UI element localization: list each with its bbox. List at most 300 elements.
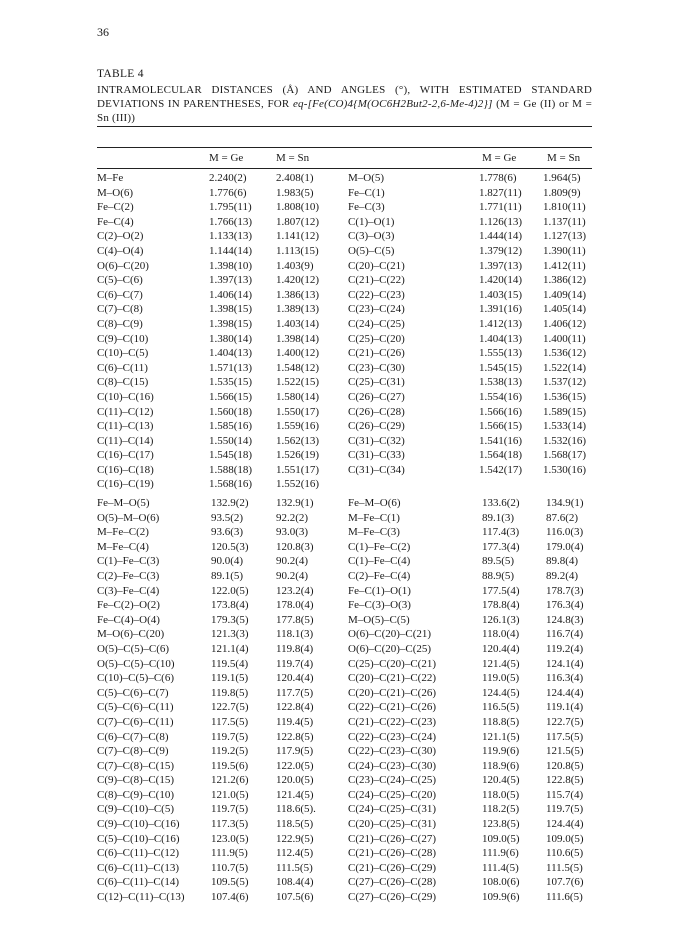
bond-label: C(23)–C(24)–C(25) — [348, 774, 436, 787]
table-row — [348, 186, 592, 201]
bond-label: C(2)–Fe–C(4) — [348, 569, 411, 582]
bond-label: C(9)–C(10)–C(5) — [97, 803, 174, 816]
bond-label: C(9)–C(8)–C(15) — [97, 774, 174, 787]
table-row — [348, 434, 592, 449]
table-row — [348, 405, 592, 420]
ge-value: 1.126(13) — [479, 215, 523, 228]
sn-value: 1.562(13) — [276, 434, 320, 447]
bond-label: C(23)–C(24) — [348, 303, 405, 316]
sn-value: 87.6(2) — [546, 511, 579, 524]
sn-value: 119.4(5) — [276, 715, 314, 728]
sn-value: 178.0(4) — [276, 599, 314, 612]
sn-value: 119.2(4) — [546, 642, 584, 655]
ge-value: 109.9(6) — [482, 891, 520, 904]
bond-label: C(25)–C(20) — [348, 332, 405, 345]
bond-label: C(8)–C(9)–C(10) — [97, 788, 174, 801]
bond-label: C(21)–C(26) — [348, 347, 405, 360]
ge-value: 126.1(3) — [482, 613, 520, 626]
ge-value: 111.9(6) — [482, 847, 519, 860]
bond-label: C(6)–C(11) — [97, 361, 148, 374]
ge-value: 133.6(2) — [482, 497, 520, 509]
bond-label: C(20)–C(25)–C(31) — [348, 818, 436, 831]
sn-value: 118.5(5) — [276, 818, 314, 831]
table-row — [348, 598, 592, 613]
bond-label: Fe–C(2) — [97, 201, 134, 214]
ge-value: 118.0(5) — [482, 788, 520, 801]
table-row — [97, 715, 347, 730]
sn-value: 1.113(15) — [276, 244, 319, 257]
bond-label: C(6)–C(11)–C(14) — [97, 876, 180, 889]
ge-value: 120.5(3) — [211, 540, 249, 553]
ge-value: 1.776(6) — [209, 186, 247, 199]
table-row — [348, 496, 592, 511]
sn-value: 1.808(10) — [276, 201, 320, 214]
sn-value: 1.532(16) — [543, 434, 587, 447]
bond-label: C(7)–C(8) — [97, 303, 143, 316]
ge-value: 1.566(16) — [479, 405, 523, 418]
header-bottom-rule — [97, 168, 592, 169]
bond-label: C(21)–C(26)–C(27) — [348, 832, 436, 845]
sn-value: 119.8(4) — [276, 642, 314, 655]
table-row — [348, 802, 592, 817]
ge-value: 1.585(16) — [209, 420, 253, 433]
sn-value: 117.9(5) — [276, 745, 314, 758]
table-row — [348, 686, 592, 701]
table-row — [97, 817, 347, 832]
sn-value: 119.1(4) — [546, 701, 584, 714]
ge-value: 1.535(15) — [209, 376, 253, 389]
bond-label: C(1)–Fe–C(2) — [348, 540, 411, 553]
sn-value: 118.6(5). — [276, 803, 316, 816]
bond-label: C(4)–O(4) — [97, 244, 144, 257]
bond-label: C(25)–C(31) — [348, 376, 405, 389]
sn-value: 1.551(17) — [276, 463, 320, 476]
header-right-ge: M = Ge — [482, 152, 517, 164]
sn-value: 1.536(12) — [543, 347, 587, 360]
table-row — [348, 273, 592, 288]
table-row — [97, 554, 347, 569]
bond-label: C(16)–C(17) — [97, 449, 154, 462]
bond-label: M–O(6) — [97, 186, 134, 199]
bond-label: C(5)–C(6)–C(11) — [97, 701, 174, 714]
bond-label: C(16)–C(18) — [97, 463, 154, 476]
ge-value: 1.542(17) — [479, 463, 523, 476]
table-row — [348, 200, 592, 215]
caption-formula: eq-[Fe(CO)4{M(OC6H2But2-2,6-Me-4)2}] — [292, 98, 493, 110]
ge-value: 177.5(4) — [482, 584, 520, 597]
sn-value: 111.6(5) — [546, 891, 583, 904]
sn-value: 1.559(16) — [276, 420, 320, 433]
bond-label: C(5)–C(10)–C(16) — [97, 832, 180, 845]
table-row — [97, 229, 347, 244]
sn-value: 1.420(12) — [276, 274, 320, 287]
sn-value: 120.8(5) — [546, 759, 584, 772]
sn-value: 1.807(12) — [276, 215, 320, 228]
ge-value: 121.0(5) — [211, 788, 249, 801]
sn-value: 1.552(16) — [276, 478, 320, 491]
ge-value: 108.0(6) — [482, 876, 520, 889]
table-row — [97, 861, 347, 876]
ge-value: 119.9(6) — [482, 745, 520, 758]
ge-value: 122.0(5) — [211, 584, 249, 597]
sn-value: 1.536(15) — [543, 390, 587, 403]
table-row — [97, 448, 347, 463]
ge-value: 177.3(4) — [482, 540, 520, 553]
table-row — [348, 788, 592, 803]
ge-value: 1.144(14) — [209, 244, 253, 257]
sn-value: 1.403(14) — [276, 317, 320, 330]
bond-label: C(5)–C(6)–C(7) — [97, 686, 169, 699]
ge-value: 109.0(5) — [482, 832, 520, 845]
sn-value: 111.5(5) — [546, 861, 583, 874]
bond-label: M–O(5)–C(5) — [348, 613, 410, 626]
ge-value: 118.0(4) — [482, 628, 520, 641]
bond-label: O(5)–C(5) — [348, 244, 395, 257]
sn-value: 122.8(4) — [276, 701, 314, 714]
table-row — [97, 390, 347, 405]
ge-value: 1.566(15) — [479, 420, 523, 433]
ge-value: 110.7(5) — [211, 861, 249, 874]
table-row — [348, 700, 592, 715]
sn-value: 176.3(4) — [546, 599, 584, 612]
table-row — [348, 657, 592, 672]
ge-value: 89.1(3) — [482, 511, 515, 524]
ge-value: 118.2(5) — [482, 803, 520, 816]
table-row — [97, 361, 347, 376]
ge-value: 1.391(16) — [479, 303, 523, 316]
bond-label: Fe–C(3)–O(3) — [348, 599, 411, 612]
ge-value: 1.545(15) — [479, 361, 523, 374]
table-row — [348, 715, 592, 730]
ge-value: 119.5(4) — [211, 657, 249, 670]
sn-value: 122.8(5) — [546, 774, 584, 787]
bond-label: O(5)–C(5)–C(6) — [97, 642, 170, 655]
bond-label: C(11)–C(13) — [97, 420, 154, 433]
ge-value: 173.8(4) — [211, 599, 249, 612]
ge-value: 1.406(14) — [209, 288, 253, 301]
ge-value: 1.420(14) — [479, 274, 523, 287]
bond-label: C(24)–C(25) — [348, 317, 405, 330]
bond-label: C(10)–C(16) — [97, 390, 154, 403]
bond-label: C(3)–Fe–C(4) — [97, 584, 160, 597]
table-row — [348, 244, 592, 259]
bond-label: C(16)–C(19) — [97, 478, 154, 491]
table-row — [348, 540, 592, 555]
ge-value: 107.4(6) — [211, 891, 249, 904]
ge-value: 1.444(14) — [479, 230, 523, 243]
ge-value: 1.550(14) — [209, 434, 253, 447]
table-row — [97, 317, 347, 332]
ge-value: 1.564(18) — [479, 449, 523, 462]
ge-value: 120.4(5) — [482, 774, 520, 787]
bond-label: C(8)–C(15) — [97, 376, 149, 389]
table-row — [348, 890, 592, 905]
sn-value: 110.6(5) — [546, 847, 584, 860]
sn-value: 1.809(9) — [543, 186, 581, 199]
sn-value: 121.5(5) — [546, 745, 584, 758]
sn-value: 1.389(13) — [276, 303, 320, 316]
table-row — [348, 773, 592, 788]
sn-value: 1.537(12) — [543, 376, 587, 389]
bond-label: C(7)–C(8)–C(15) — [97, 759, 174, 772]
table-row — [348, 627, 592, 642]
sn-value: 111.5(5) — [276, 861, 313, 874]
ge-value: 93.5(2) — [211, 511, 244, 524]
bond-label: C(26)–C(28) — [348, 405, 405, 418]
table-row — [97, 569, 347, 584]
sn-value: 1.412(11) — [543, 259, 586, 272]
sn-value: 1.406(12) — [543, 317, 587, 330]
sn-value: 1.983(5) — [276, 186, 314, 199]
sn-value: 107.7(6) — [546, 876, 584, 889]
sn-value: 116.0(3) — [546, 526, 584, 539]
table-row — [348, 229, 592, 244]
ge-value: 117.3(5) — [211, 818, 249, 831]
ge-value: 1.541(16) — [479, 434, 523, 447]
sn-value: 117.5(5) — [546, 730, 584, 743]
ge-value: 109.5(5) — [211, 876, 249, 889]
bond-label: M–O(5) — [348, 172, 385, 184]
bond-label: C(1)–Fe–C(4) — [348, 555, 411, 568]
bond-label: Fe–C(4) — [97, 215, 134, 228]
sn-value: 1.386(12) — [543, 274, 587, 287]
bond-label: O(5)–C(5)–C(10) — [97, 657, 175, 670]
bond-label: Fe–C(1)–O(1) — [348, 584, 411, 597]
table-row — [97, 434, 347, 449]
table-row — [97, 613, 347, 628]
bond-label: O(6)–C(20) — [97, 259, 149, 272]
table-row — [97, 540, 347, 555]
table-row — [97, 759, 347, 774]
ge-value: 116.5(5) — [482, 701, 520, 714]
sn-value: 1.964(5) — [543, 172, 581, 184]
sn-value: 117.7(5) — [276, 686, 314, 699]
table-row — [97, 215, 347, 230]
ge-value: 179.3(5) — [211, 613, 249, 626]
table-row — [97, 302, 347, 317]
sn-value: 1.398(14) — [276, 332, 320, 345]
bond-label: C(31)–C(34) — [348, 463, 405, 476]
table-row — [97, 511, 347, 526]
sn-value: 1.400(12) — [276, 347, 320, 360]
bond-label: C(7)–C(6)–C(11) — [97, 715, 174, 728]
ge-value: 122.7(5) — [211, 701, 249, 714]
sn-value: 122.8(5) — [276, 730, 314, 743]
sn-value: 1.127(13) — [543, 230, 587, 243]
sn-value: 1.137(11) — [543, 215, 586, 228]
sn-value: 122.7(5) — [546, 715, 584, 728]
sn-value: 1.530(16) — [543, 463, 587, 476]
sn-value: 134.9(1) — [546, 497, 584, 509]
distances-right-column — [348, 171, 592, 477]
table-row — [97, 788, 347, 803]
table-row — [348, 759, 592, 774]
ge-value: 118.9(6) — [482, 759, 520, 772]
caption-text-1: INTRAMOLECULAR DISTANCES (Å) AND ANGLES (°), WITH ESTIMATED STANDARD DEVIATIONS IN PARENTHESES, FOR — [97, 84, 592, 110]
table-row — [97, 346, 347, 361]
bond-label: C(1)–O(1) — [348, 215, 395, 228]
bond-label: C(22)–C(21)–C(26) — [348, 701, 436, 714]
header-left-sn: M = Sn — [276, 152, 310, 164]
table-row — [348, 511, 592, 526]
sn-value: 1.403(9) — [276, 259, 314, 272]
ge-value: 90.0(4) — [211, 555, 244, 568]
sn-value: 1.548(12) — [276, 361, 320, 374]
top-rule — [97, 126, 592, 127]
bond-label: C(12)–C(11)–C(13) — [97, 891, 185, 904]
bond-label: C(11)–C(12) — [97, 405, 154, 418]
bond-label: M–Fe–C(2) — [97, 526, 149, 539]
table-row — [97, 657, 347, 672]
bond-label: C(10)–C(5) — [97, 347, 149, 360]
ge-value: 1.555(13) — [479, 347, 523, 360]
table-row — [348, 861, 592, 876]
sn-value: 120.4(4) — [276, 672, 314, 685]
sn-value: 124.4(4) — [546, 686, 584, 699]
ge-value: 132.9(2) — [211, 497, 249, 509]
sn-value: 1.522(15) — [276, 376, 320, 389]
bond-label: C(21)–C(26)–C(28) — [348, 847, 436, 860]
table-row — [97, 744, 347, 759]
sn-value: 2.408(1) — [276, 172, 314, 184]
table-row — [97, 405, 347, 420]
sn-value: 120.8(3) — [276, 540, 314, 553]
sn-value: 124.4(4) — [546, 818, 584, 831]
bond-label: M–Fe–C(3) — [348, 526, 400, 539]
table-row — [348, 448, 592, 463]
ge-value: 1.398(10) — [209, 259, 253, 272]
sn-value: 178.7(3) — [546, 584, 584, 597]
bond-label: C(27)–C(26)–C(29) — [348, 891, 436, 904]
bond-label: C(6)–C(11)–C(12) — [97, 847, 180, 860]
bond-label: C(22)–C(23)–C(24) — [348, 730, 436, 743]
sn-value: 124.1(4) — [546, 657, 584, 670]
sn-value: 122.9(5) — [276, 832, 314, 845]
table-row — [348, 744, 592, 759]
page-number: 36 — [97, 25, 109, 39]
table-row — [97, 419, 347, 434]
table-row — [97, 671, 347, 686]
table-row — [348, 584, 592, 599]
sn-value: 122.0(5) — [276, 759, 314, 772]
sn-value: 119.7(5) — [546, 803, 584, 816]
ge-value: 1.778(6) — [479, 172, 517, 184]
table-row — [97, 686, 347, 701]
table-row — [348, 419, 592, 434]
table-row — [348, 171, 592, 186]
header-right-sn: M = Sn — [547, 152, 581, 164]
sn-value: 1.522(14) — [543, 361, 587, 374]
sn-value: 116.3(4) — [546, 672, 584, 685]
bond-label: C(10)–C(5)–C(6) — [97, 672, 174, 685]
sn-value: 1.409(14) — [543, 288, 587, 301]
table-label: TABLE 4 — [97, 68, 144, 80]
table-row — [348, 613, 592, 628]
ge-value: 119.0(5) — [482, 672, 520, 685]
bond-label: C(3)–O(3) — [348, 230, 395, 243]
ge-value: 93.6(3) — [211, 526, 244, 539]
bond-label: C(31)–C(33) — [348, 449, 405, 462]
table-row — [97, 259, 347, 274]
ge-value: 118.8(5) — [482, 715, 520, 728]
table-row — [97, 171, 347, 186]
sn-value: 112.4(5) — [276, 847, 314, 860]
bond-label: C(25)–C(20)–C(21) — [348, 657, 436, 670]
table-row — [97, 773, 347, 788]
table-row — [97, 730, 347, 745]
ge-value: 121.4(5) — [482, 657, 520, 670]
ge-value: 88.9(5) — [482, 569, 515, 582]
distances-left-column — [97, 171, 347, 492]
sn-value: 124.8(3) — [546, 613, 584, 626]
bond-label: C(26)–C(29) — [348, 420, 405, 433]
sn-value: 177.8(5) — [276, 613, 314, 626]
ge-value: 1.566(15) — [209, 390, 253, 403]
ge-value: 1.404(13) — [479, 332, 523, 345]
bond-label: Fe–C(4)–O(4) — [97, 613, 160, 626]
table-row — [348, 846, 592, 861]
bond-label: C(8)–C(9) — [97, 317, 143, 330]
sn-value: 1.533(14) — [543, 420, 587, 433]
sn-value: 1.386(13) — [276, 288, 320, 301]
sn-value: 121.4(5) — [276, 788, 314, 801]
ge-value: 119.2(5) — [211, 745, 249, 758]
bond-label: C(9)–C(10)–C(16) — [97, 818, 180, 831]
ge-value: 121.3(3) — [211, 628, 249, 641]
ge-value: 1.795(11) — [209, 201, 252, 214]
table-row — [97, 186, 347, 201]
table-row — [348, 875, 592, 890]
ge-value: 119.7(5) — [211, 803, 249, 816]
sn-value: 109.0(5) — [546, 832, 584, 845]
ge-value: 1.560(18) — [209, 405, 253, 418]
table-row — [97, 598, 347, 613]
caption-text-2: (M = Ge (II) or M = Sn (III)) — [97, 98, 592, 124]
table-row — [348, 375, 592, 390]
ge-value: 1.398(15) — [209, 303, 253, 316]
table-row — [348, 730, 592, 745]
sn-value: 1.390(11) — [543, 244, 586, 257]
sn-value: 179.0(4) — [546, 540, 584, 553]
bond-label: C(22)–C(23) — [348, 288, 405, 301]
sn-value: 123.2(4) — [276, 584, 314, 597]
table-row — [348, 554, 592, 569]
table-row — [97, 875, 347, 890]
table-row — [348, 569, 592, 584]
table-row — [348, 361, 592, 376]
ge-value: 1.554(16) — [479, 390, 523, 403]
table-row — [97, 273, 347, 288]
table-row — [348, 332, 592, 347]
table-row — [97, 627, 347, 642]
sn-value: 116.7(4) — [546, 628, 584, 641]
sn-value: 118.1(3) — [276, 628, 314, 641]
ge-value: 119.1(5) — [211, 672, 249, 685]
table-caption — [97, 83, 592, 125]
table-row — [97, 288, 347, 303]
ge-value: 1.403(15) — [479, 288, 523, 301]
sn-value: 1.810(11) — [543, 201, 586, 214]
ge-value: 120.4(4) — [482, 642, 520, 655]
bond-label: C(20)–C(21)–C(22) — [348, 672, 436, 685]
ge-value: 121.1(4) — [211, 642, 249, 655]
sn-value: 89.2(4) — [546, 569, 579, 582]
table-row — [97, 642, 347, 657]
table-row — [348, 346, 592, 361]
sn-value: 132.9(1) — [276, 497, 314, 509]
angles-left-column — [97, 496, 347, 905]
sn-value: 1.405(14) — [543, 303, 587, 316]
